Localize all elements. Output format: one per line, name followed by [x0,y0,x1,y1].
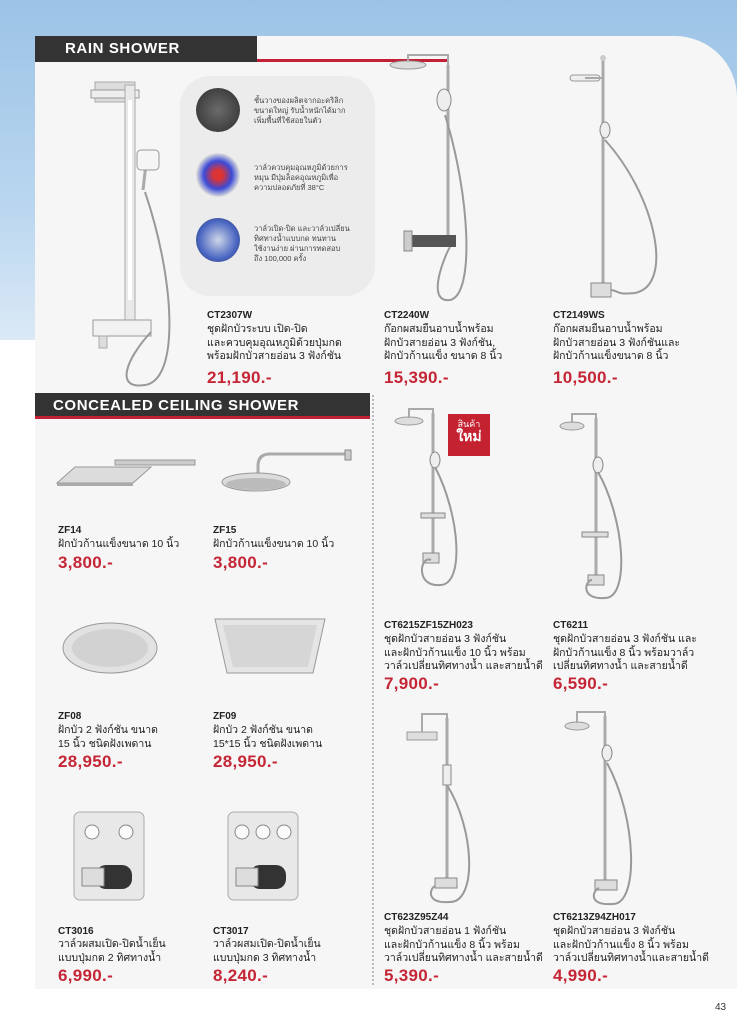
ct2307w-image [85,80,195,400]
product-price: 28,950.- [213,752,278,771]
feature-text-valve: วาล์วเปิด-ปิด และวาล์วเปลี่ยน ทิศทางน้ำแบบกด ทนทาน ใช้งานง่าย ผ่านการทดสอบ ถึง 100,000 ครั้ง [254,224,350,263]
product-code: ZF15 [213,525,237,536]
product-code: CT2240W [384,310,430,321]
product-description: ชุดฝักบัวสายอ่อน 3 ฟังก์ชัน และ ฝักบัวก้านแข็ง 8 นิ้ว พร้อมวาล์ว เปลี่ยนทิศทางน้ำ และสายน้ำดี [553,633,697,672]
column-divider [372,395,374,985]
product-description: ก๊อกผสมยืนอาบน้ำพร้อม ฝักบัวสายอ่อน 3 ฟังก์ชันและ ฝักบัวก้านแข็งขนาด 8 นิ้ว [553,323,681,362]
product-code: CT3016 [58,926,94,937]
product-code: CT3017 [213,926,249,937]
product-code: CT6211 [553,620,589,631]
feature-valve-image [196,218,240,262]
ct2149ws-image [565,55,675,305]
product-code: CT623Z95Z44 [384,912,449,923]
feature-thermostat-image [196,153,240,197]
product-price: 6,990.- [58,966,114,985]
product-code: CT6213Z94ZH017 [553,912,636,923]
product-description: ฝักบัว 2 ฟังก์ชัน ขนาด 15 นิ้ว ชนิดฝังเพดาน [58,724,158,750]
product-price: 3,800.- [213,553,269,572]
product-description: ฝักบัวก้านแข็งขนาด 10 นิ้ว [213,538,335,550]
product-price: 3,800.- [58,553,114,572]
product-price: 10,500.- [553,368,618,387]
ct3017-image [226,810,301,905]
product-description: ฝักบัวก้านแข็งขนาด 10 นิ้ว [58,538,180,550]
section-rule [35,416,370,419]
zf14-image [55,455,200,490]
product-description: ชุดฝักบัวสายอ่อน 3 ฟังก์ชัน และฝักบัวก้านแข็ง 10 นิ้ว พร้อม วาล์วเปลี่ยนทิศทางน้ำ และสายน้ำดี [384,633,543,672]
product-code: CT2149WS [553,310,605,321]
product-price: 4,990.- [553,966,609,985]
product-description: วาล์วผสมเปิด-ปิดน้ำเย็น แบบปุ่มกด 3 ทิศทางน้ำ [213,938,321,964]
ct623z95z44-image [405,710,485,905]
product-description: ฝักบัว 2 ฟังก์ชัน ขนาด 15*15 นิ้ว ชนิดฝังเพดาน [213,724,323,750]
page-number: 43 [715,1002,727,1013]
product-price: 21,190.- [207,368,272,387]
product-code: CT2307W [207,310,253,321]
ct6213-image [565,708,645,908]
product-price: 28,950.- [58,752,123,771]
feature-text-shelf: ชั้นวางของผลิตจากอะคริลิก ขนาดใหญ่ รับน้ำหนักได้มาก เพิ่มพื้นที่ใช้สอยในตัว [254,96,346,125]
new-product-badge: สินค้า ใหม่ [448,414,490,456]
product-code: ZF14 [58,525,82,536]
zf15-image [220,444,355,494]
ct3016-image [72,810,147,905]
product-description: ชุดฝักบัวสายอ่อน 3 ฟังก์ชัน และฝักบัวก้านแข็ง 8 นิ้ว พร้อม วาล์วเปลี่ยนทิศทางน้ำและสายน้ำดี [553,925,709,964]
ct6211-image [560,410,640,600]
product-description: ชุดฝักบัวระบบ เปิด-ปิด และควบคุมอุณหภูมิด้วยปุ่มกด พร้อมฝักบัวสายอ่อน 3 ฟังก์ชัน [207,323,342,362]
product-description: วาล์วผสมเปิด-ปิดน้ำเย็น แบบปุ่มกด 2 ทิศทางน้ำ [58,938,166,964]
section-header-rain-shower: RAIN SHOWER [35,36,257,62]
section-header-concealed-ceiling-shower: CONCEALED CEILING SHOWER [35,393,370,419]
product-price: 5,390.- [384,966,440,985]
product-price: 7,900.- [384,674,440,693]
product-code: CT6215ZF15ZH023 [384,620,473,631]
product-price: 8,240.- [213,966,269,985]
product-description: ก๊อกผสมยืนอาบน้ำพร้อม ฝักบัวสายอ่อน 3 ฟังก์ชัน, ฝักบัวก้านแข็ง ขนาด 8 นิ้ว [384,323,503,362]
product-price: 15,390.- [384,368,449,387]
ct2240w-image [390,55,480,305]
product-price: 6,590.- [553,674,609,693]
feature-text-thermostat: วาล์วควบคุมอุณหภูมิด้วยการ หมุน มีปุ่มล็อคอุณหภูมิเพื่อ ความปลอดภัยที่ 38°C [254,163,348,192]
zf09-image [213,615,328,677]
zf08-image [60,618,160,678]
product-description: ชุดฝักบัวสายอ่อน 1 ฟังก์ชัน และฝักบัวก้านแข็ง 8 นิ้ว พร้อม วาล์วเปลี่ยนทิศทางน้ำ และสายน้ำดี [384,925,543,964]
product-code: ZF08 [58,711,82,722]
feature-shelf-image [196,88,240,132]
product-code: ZF09 [213,711,237,722]
